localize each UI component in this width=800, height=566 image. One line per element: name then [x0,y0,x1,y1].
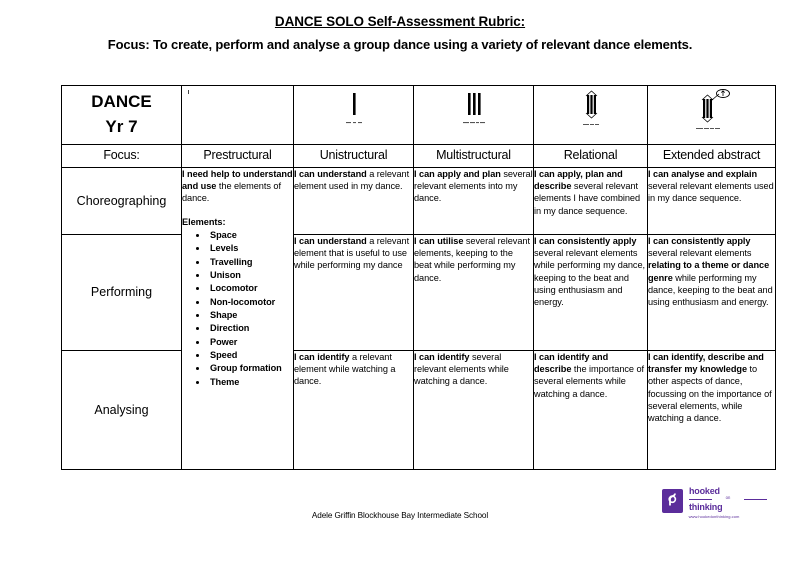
list-item: • Locomotor [208,282,293,295]
cell-choreographing-unistructural [294,168,414,235]
cell-bold-lead: I can utilise [414,236,464,246]
cell-bold-lead: I can identify and describe [534,352,609,375]
solo-relational-icon [571,89,611,135]
cell-body: several relevant elements into my dance. [414,169,533,204]
icon-cell-multistructural [414,86,534,145]
cell-body: several relevant elements I have combined in my dance sequence. [534,181,641,216]
stray-mark [188,90,189,94]
cell-body-tail: while performing my dance, keeping to the beat and using enthusiasm and energy. [648,272,773,308]
subject-name: DANCE [91,92,152,112]
cell-performing-multistructural [414,235,534,351]
row-label-performing: Performing [62,235,182,351]
elements-heading: Elements: [182,216,226,227]
subject-title-cell [62,86,182,145]
cell-body: several relevant elements, keeping to the beat while performing my dance. [414,236,530,283]
cell-bold-lead: I can apply and plan [414,169,501,179]
cell-bold-lead: I can consistently apply [534,236,637,246]
icon-cell-extended-abstract [648,86,776,145]
solo-unistructural-icon [334,89,374,135]
cell-bold-lead: I can understand [294,169,367,179]
elements-list [182,229,293,389]
list-item: • Shape [208,309,293,322]
cell-analysing-extended [648,351,776,470]
cell-body: several relevant elements while performing my dance, keeping to the beat and using enthusiasm and energy. [534,248,646,308]
footer-credit: Adele Griffin Blockhouse Bay Intermediate School [311,511,489,520]
icon-cell-prestructural [182,86,294,145]
hook-icon [666,492,679,507]
logo-word-thinking: thinking [689,502,723,513]
level-header-multistructural: Multistructural [414,145,534,168]
cell-performing-relational [534,235,648,351]
cell-choreographing-relational [534,168,648,235]
table-row-choreographing [62,168,776,235]
cell-choreographing-extended [648,168,776,235]
table-row-performing [62,235,776,351]
icon-cell-relational [534,86,648,145]
cell-bold-lead: I can consistently apply [648,236,751,246]
cell-body: a relevant element used in my dance. [294,169,410,192]
logo-divider [689,496,767,503]
solo-icon-row [62,86,776,145]
solo-prestructural-icon [218,89,258,135]
list-item: • Travelling [208,256,293,269]
list-item: • Group formation [208,362,293,375]
cell-analysing-unistructural [294,351,414,470]
rubric-table-container [61,85,775,470]
row-label-analysing: Analysing [62,351,182,470]
cell-bold-lead: I can identify [294,352,350,362]
rubric-table [61,85,776,470]
row-label-choreographing: Choreographing [62,168,182,235]
cell-bold-lead: I can understand [294,236,367,246]
cell-body: several relevant elements used in my dance sequence. [648,181,774,204]
level-header-relational: Relational [534,145,648,168]
level-header-extended: Extended abstract [648,145,776,168]
list-item: • Theme [208,376,293,389]
cell-prestructural-shared [182,168,294,470]
cell-bold-lead: I can identify [414,352,470,362]
hooked-on-thinking-logo [662,487,766,523]
logo-url: www.hookedonthinking.com [688,514,740,519]
cell-body: to other aspects of dance, focussing on the importance of several elements, while watching a dance. [648,364,772,424]
cell-analysing-multistructural [414,351,534,470]
level-header-unistructural: Unistructural [294,145,414,168]
prestructural-lead-bold: I need help to understand and use [182,169,293,192]
subject-year: Yr 7 [105,117,138,136]
list-item: • Levels [208,242,293,255]
cell-bold-lead: I can apply, plan and describe [534,169,623,192]
table-row-analysing [62,351,776,470]
cell-body: a relevant element while watching a dance. [294,352,396,387]
page-title: DANCE SOLO Self-Assessment Rubric: [274,14,526,29]
list-item: • Speed [208,349,293,362]
cell-body: the importance of several elements while watching a dance. [534,364,645,399]
list-item: • Space [208,229,293,242]
cell-bold-lead: I can identify, describe and transfer my knowledge [648,352,764,375]
cell-performing-extended [648,235,776,351]
cell-body: several relevant elements while watching a dance. [414,352,509,387]
list-item: • Power [208,336,293,349]
focus-statement: Focus: To create, perform and analyse a group dance using a variety of relevant dance elements. [107,37,693,53]
level-header-prestructural: Prestructural [182,145,294,168]
cell-bold-lead: I can analyse and explain [648,169,758,179]
cell-bold-emphasis: relating to a theme or dance genre [648,260,770,283]
icon-cell-unistructural [294,86,414,145]
solo-multistructural-icon [454,89,494,135]
cell-performing-unistructural [294,235,414,351]
level-header-row [62,145,776,168]
cell-analysing-relational [534,351,648,470]
cell-body: several relevant elements [648,248,752,259]
focus-label-cell: Focus: [62,145,182,168]
logo-word-hooked: hooked [689,486,720,496]
prestructural-lead [182,168,293,205]
logo-word-on: on [725,495,731,501]
title-block [0,14,800,53]
solo-extended-abstract-icon [686,89,738,139]
list-item: • Non-locomotor [208,296,293,309]
cell-choreographing-multistructural [414,168,534,235]
list-item: • Direction [208,322,293,335]
prestructural-lead-rest: the elements of dance. [182,181,281,204]
cell-body: a relevant element that is useful to use while performing my dance [294,236,410,271]
list-item: • Unison [208,269,293,282]
logo-wordmark [689,487,767,513]
